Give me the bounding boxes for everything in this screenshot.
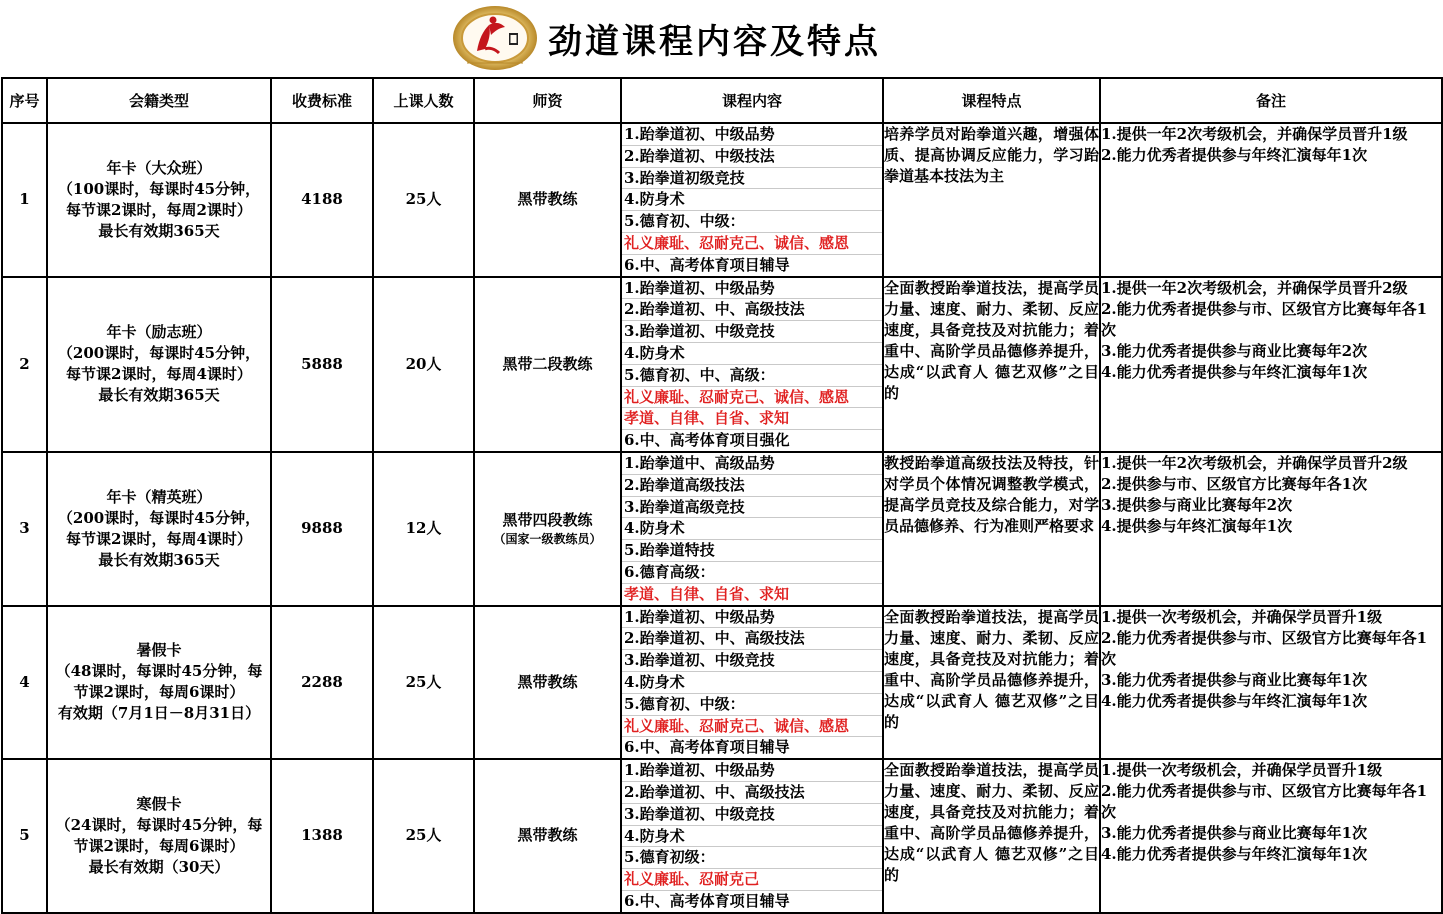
content-line: 3.跆拳道初、中级竞技 [622, 650, 882, 672]
cell-course-content [621, 277, 883, 452]
teacher-title: 黑带四段教练 [502, 511, 593, 530]
content-line-highlight: 孝道、自律、自省、求知 [624, 584, 790, 603]
content-line: 5.德育初、中、高级： [622, 365, 882, 387]
membership-type-line: 节课2课时，每周6课时） [73, 683, 245, 702]
cell-teacher [474, 759, 621, 913]
note-line: 2.能力优秀者提供参与市、区级官方比赛每年各1次 [1101, 299, 1428, 339]
membership-type-line: 最长有效期365天 [98, 386, 220, 405]
teacher-title: 黑带教练 [517, 190, 578, 209]
cell-notes [1100, 759, 1442, 913]
content-line: 4.防身术 [622, 826, 882, 848]
content-line: 2.跆拳道高级技法 [622, 475, 882, 497]
cell-class-size: 12人 [373, 452, 474, 606]
header-notes: 备注 [1100, 78, 1442, 123]
membership-type-line: 年卡（励志班） [106, 323, 212, 342]
membership-type-line: 年卡（大众班） [106, 158, 212, 177]
content-line: 1.跆拳道初、中级品势 [622, 607, 882, 629]
page-header [0, 0, 1443, 76]
membership-type-line: 最长有效期（30天） [88, 857, 230, 876]
membership-type-line: 暑假卡 [136, 641, 182, 660]
cell-class-size: 25人 [373, 606, 474, 760]
header-course-features: 课程特点 [883, 78, 1100, 123]
content-line: 6.中、高考体育项目辅导 [624, 255, 790, 274]
header-class-size: 上课人数 [373, 78, 474, 123]
membership-type-line: （200课时，每课时45分钟， [57, 508, 261, 527]
membership-type-line: 每节课2课时，每周2课时） [66, 200, 252, 219]
membership-type-line: 最长有效期365天 [98, 221, 220, 240]
cell-fee: 4188 [271, 123, 373, 277]
teacher-note: （国家一级教练员） [493, 532, 602, 547]
content-line-highlight: 礼义廉耻、忍耐克己、诚信、感恩 [622, 716, 882, 738]
content-line: 4.防身术 [622, 518, 882, 540]
cell-no: 5 [2, 759, 47, 913]
membership-type-line: 年卡（精英班） [106, 487, 212, 506]
content-line: 6.中、高考体育项目辅导 [624, 738, 790, 757]
cell-class-size: 25人 [373, 759, 474, 913]
content-line: 1.跆拳道初、中级品势 [622, 760, 882, 782]
content-line: 4.防身术 [622, 189, 882, 211]
table-row [2, 277, 1442, 452]
cell-course-features: 全面教授跆拳道技法，提高学员力量、速度、耐力、柔韧、反应速度，具备竞技及对抗能力；着重中、高阶学员品德修养提升，达成“以武育人 德艺双修”之目的 [883, 606, 1100, 760]
cell-teacher [474, 123, 621, 277]
page-title: 劲道课程内容及特点 [548, 22, 881, 62]
content-line: 1.跆拳道中、高级品势 [622, 453, 882, 475]
content-line: 5.跆拳道特技 [622, 540, 882, 562]
header-membership-type: 会籍类型 [47, 78, 271, 123]
note-line: 1.提供一次考级机会，并确保学员晋升1级 [1101, 607, 1383, 626]
teacher-title: 黑带教练 [517, 826, 578, 845]
note-line: 4.能力优秀者提供参与年终汇演每年1次 [1101, 845, 1368, 864]
course-table [1, 77, 1443, 914]
content-line-highlight: 礼义廉耻、忍耐克己 [622, 869, 882, 891]
cell-membership-type [47, 123, 271, 277]
content-line: 1.跆拳道初、中级品势 [622, 278, 882, 300]
note-line: 4.提供参与年终汇演每年1次 [1101, 516, 1293, 535]
cell-membership-type [47, 606, 271, 760]
cell-notes [1100, 606, 1442, 760]
cell-teacher [474, 606, 621, 760]
note-line: 1.提供一年2次考级机会，并确保学员晋升1级 [1101, 125, 1408, 143]
cell-fee: 5888 [271, 277, 373, 452]
table-row [2, 123, 1442, 277]
cell-membership-type [47, 759, 271, 913]
membership-type-line: （200课时，每课时45分钟， [57, 344, 261, 363]
cell-notes [1100, 452, 1442, 606]
content-line: 6.德育高级： [622, 562, 882, 584]
content-line: 3.跆拳道初、中级竞技 [622, 804, 882, 826]
note-line: 1.提供一年2次考级机会，并确保学员晋升2级 [1101, 278, 1408, 297]
jindao-logo-icon [449, 3, 541, 75]
membership-type-line: 有效期（7月1日－8月31日） [57, 704, 261, 723]
header-no: 序号 [2, 78, 47, 123]
cell-membership-type [47, 277, 271, 452]
cell-no: 4 [2, 606, 47, 760]
cell-notes [1100, 123, 1442, 277]
content-line: 1.跆拳道初、中级品势 [622, 124, 882, 146]
cell-class-size: 20人 [373, 277, 474, 452]
note-line: 3.能力优秀者提供参与商业比赛每年1次 [1101, 670, 1368, 689]
content-line: 5.德育初、中级： [622, 211, 882, 233]
cell-course-content [621, 759, 883, 913]
note-line: 2.能力优秀者提供参与市、区级官方比赛每年各1次 [1101, 628, 1428, 668]
content-line: 4.防身术 [622, 672, 882, 694]
cell-course-content [621, 123, 883, 277]
cell-fee: 2288 [271, 606, 373, 760]
content-line: 5.德育初级： [622, 847, 882, 869]
content-line-highlight: 礼义廉耻、忍耐克己、诚信、感恩 [622, 387, 882, 409]
cell-no: 3 [2, 452, 47, 606]
cell-no: 2 [2, 277, 47, 452]
content-line: 6.中、高考体育项目辅导 [624, 891, 790, 910]
content-line-highlight: 孝道、自律、自省、求知 [622, 408, 882, 430]
note-line: 4.能力优秀者提供参与年终汇演每年1次 [1101, 691, 1368, 710]
membership-type-line: 每节课2课时，每周4课时） [66, 365, 252, 384]
cell-no: 1 [2, 123, 47, 277]
content-line-highlight: 礼义廉耻、忍耐克己、诚信、感恩 [622, 233, 882, 255]
content-line: 5.德育初、中级： [622, 694, 882, 716]
content-line: 4.防身术 [622, 343, 882, 365]
content-line: 3.跆拳道初级竞技 [622, 168, 882, 190]
cell-course-features: 培养学员对跆拳道兴趣，增强体质、提高协调反应能力，学习跆拳道基本技法为主 [883, 123, 1100, 277]
header-course-content: 课程内容 [621, 78, 883, 123]
content-line: 3.跆拳道高级竞技 [622, 497, 882, 519]
cell-teacher [474, 277, 621, 452]
table-row [2, 759, 1442, 913]
cell-class-size: 25人 [373, 123, 474, 277]
header-fee: 收费标准 [271, 78, 373, 123]
content-line: 2.跆拳道初、中、高级技法 [622, 628, 882, 650]
teacher-title: 黑带二段教练 [502, 354, 593, 373]
content-line: 3.跆拳道初、中级竞技 [622, 321, 882, 343]
membership-type-line: 每节课2课时，每周4课时） [66, 529, 252, 548]
cell-membership-type [47, 452, 271, 606]
membership-type-line: （24课时，每课时45分钟，每 [55, 815, 263, 834]
cell-teacher [474, 452, 621, 606]
cell-course-features: 教授跆拳道高级技法及特技，针对学员个体情况调整教学模式，提高学员竞技及综合能力，对学员品德修养、行为准则严格要求 [883, 452, 1100, 606]
cell-course-content [621, 606, 883, 760]
cell-notes [1100, 277, 1442, 452]
note-line: 3.提供参与商业比赛每年2次 [1101, 495, 1293, 514]
membership-type-line: 寒假卡 [136, 794, 182, 813]
cell-course-content [621, 452, 883, 606]
content-line: 2.跆拳道初、中、高级技法 [622, 782, 882, 804]
note-line: 2.能力优秀者提供参与市、区级官方比赛每年各1次 [1101, 782, 1428, 822]
note-line: 4.能力优秀者提供参与年终汇演每年1次 [1101, 362, 1368, 381]
content-line: 2.跆拳道初、中级技法 [622, 146, 882, 168]
table-row [2, 452, 1442, 606]
teacher-title: 黑带教练 [517, 672, 578, 691]
content-line: 2.跆拳道初、中、高级技法 [622, 299, 882, 321]
note-line: 2.提供参与市、区级官方比赛每年各1次 [1101, 474, 1368, 493]
membership-type-line: （48课时，每课时45分钟，每 [55, 662, 263, 681]
note-line: 3.能力优秀者提供参与商业比赛每年2次 [1101, 341, 1368, 360]
content-line: 6.中、高考体育项目强化 [624, 431, 790, 450]
header-teacher: 师资 [474, 78, 621, 123]
note-line: 2.能力优秀者提供参与年终汇演每年1次 [1101, 146, 1368, 164]
table-header-row [2, 78, 1442, 123]
membership-type-line: （100课时，每课时45分钟， [57, 179, 261, 198]
membership-type-line: 最长有效期365天 [98, 550, 220, 569]
cell-course-features: 全面教授跆拳道技法，提高学员力量、速度、耐力、柔韧、反应速度，具备竞技及对抗能力；着重中、高阶学员品德修养提升，达成“以武育人 德艺双修”之目的 [883, 277, 1100, 452]
cell-course-features: 全面教授跆拳道技法，提高学员力量、速度、耐力、柔韧、反应速度，具备竞技及对抗能力；着重中、高阶学员品德修养提升，达成“以武育人 德艺双修”之目的 [883, 759, 1100, 913]
note-line: 3.能力优秀者提供参与商业比赛每年1次 [1101, 824, 1368, 843]
note-line: 1.提供一次考级机会，并确保学员晋升1级 [1101, 761, 1383, 780]
note-line: 1.提供一年2次考级机会，并确保学员晋升2级 [1101, 453, 1408, 472]
membership-type-line: 节课2课时，每周6课时） [73, 836, 245, 855]
cell-fee: 1388 [271, 759, 373, 913]
cell-fee: 9888 [271, 452, 373, 606]
table-row [2, 606, 1442, 760]
